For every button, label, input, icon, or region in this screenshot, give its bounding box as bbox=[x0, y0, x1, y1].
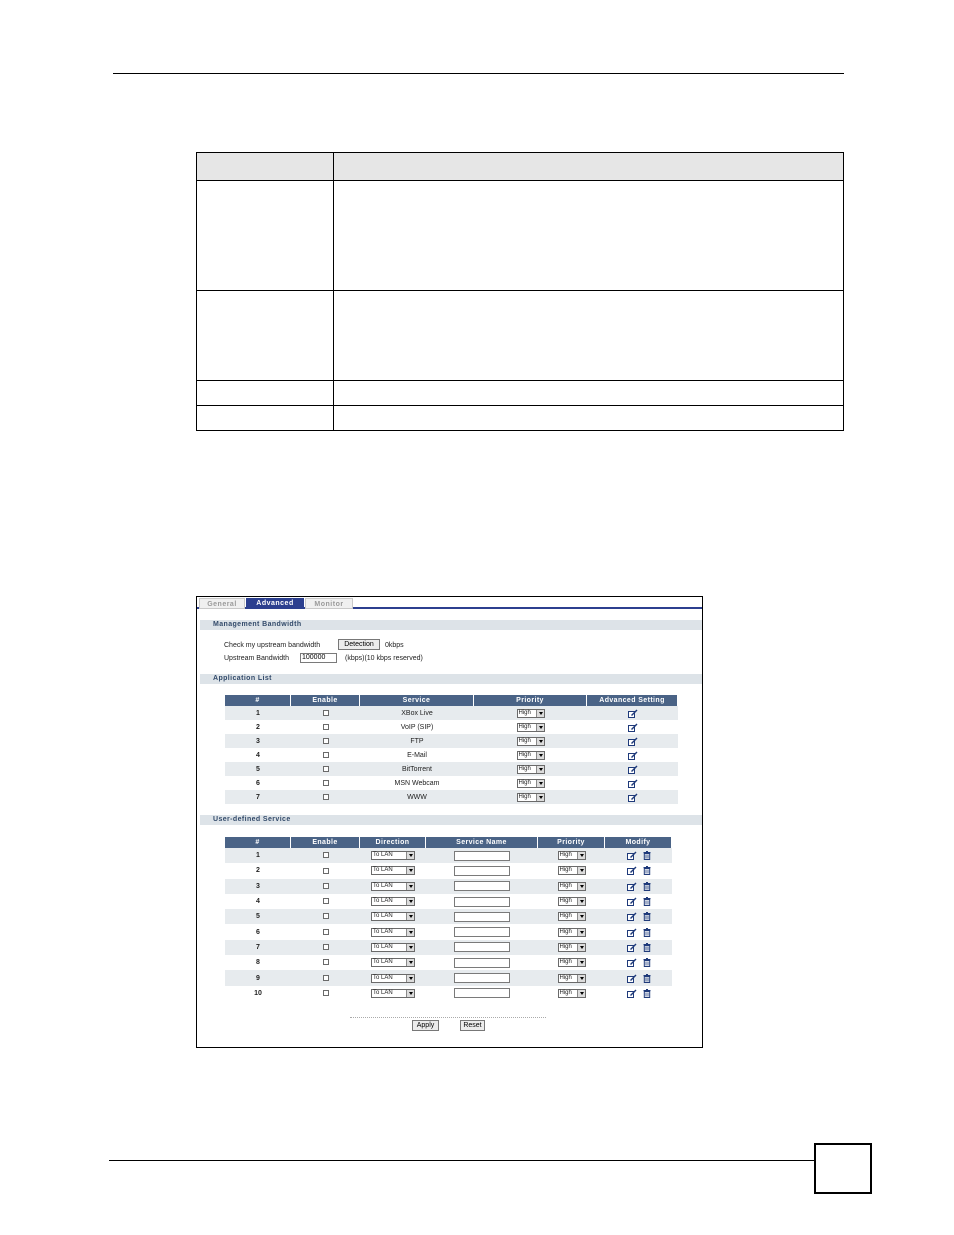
chevron-down-icon[interactable] bbox=[406, 975, 414, 982]
description-table-header bbox=[197, 153, 844, 181]
detection-button[interactable]: Detection bbox=[338, 639, 380, 650]
direction-select[interactable] bbox=[371, 974, 415, 983]
service-name-cell bbox=[426, 909, 538, 924]
enable-cell bbox=[291, 848, 360, 863]
table-row bbox=[225, 734, 678, 748]
priority-select[interactable] bbox=[517, 751, 545, 760]
advanced-setting-cell bbox=[587, 734, 678, 748]
priority-select-value: High bbox=[559, 852, 572, 859]
tab-general[interactable]: General bbox=[199, 598, 245, 609]
enable-cell bbox=[291, 720, 360, 734]
table-row bbox=[225, 986, 672, 1001]
chevron-down-icon[interactable] bbox=[406, 929, 414, 936]
chevron-down-icon[interactable] bbox=[406, 867, 414, 874]
chevron-down-icon[interactable] bbox=[577, 990, 585, 997]
priority-select-value: High bbox=[559, 882, 572, 889]
direction-select-value: To LAN bbox=[373, 928, 393, 935]
priority-select[interactable] bbox=[517, 793, 545, 802]
advanced-setting-cell bbox=[587, 748, 678, 762]
priority-select[interactable] bbox=[517, 723, 545, 732]
direction-select-value: To LAN bbox=[373, 898, 393, 905]
priority-cell bbox=[474, 734, 587, 748]
service-name-cell bbox=[426, 970, 538, 985]
priority-select-value: High bbox=[559, 913, 572, 920]
trash-icon[interactable] bbox=[643, 912, 651, 921]
modify-cell bbox=[605, 986, 672, 1001]
enable-checkbox[interactable] bbox=[323, 868, 329, 874]
chevron-down-icon[interactable] bbox=[536, 794, 544, 801]
priority-select-value: High bbox=[518, 723, 531, 730]
direction-select-value: To LAN bbox=[373, 852, 393, 859]
apply-button[interactable]: Apply bbox=[412, 1020, 439, 1031]
table-row bbox=[225, 909, 672, 924]
priority-select-value: High bbox=[518, 765, 531, 772]
chevron-down-icon[interactable] bbox=[406, 959, 414, 966]
user-defined-service-heading: User-defined Service bbox=[200, 815, 702, 825]
service-name-cell bbox=[426, 955, 538, 970]
edit-icon[interactable] bbox=[627, 928, 637, 937]
service-name: E-Mail bbox=[360, 748, 474, 762]
service-name-input[interactable] bbox=[454, 851, 510, 861]
row-number: 4 bbox=[225, 748, 291, 762]
column-header: Priority bbox=[474, 695, 587, 706]
table-row bbox=[225, 894, 672, 909]
priority-cell bbox=[538, 940, 605, 955]
column-header: Direction bbox=[360, 837, 426, 848]
management-bandwidth-heading: Management Bandwidth bbox=[200, 620, 702, 630]
service-name-input[interactable] bbox=[454, 958, 510, 968]
edit-icon[interactable] bbox=[627, 974, 637, 983]
row-number: 10 bbox=[225, 986, 291, 1001]
service-name-cell bbox=[426, 848, 538, 863]
edit-icon[interactable] bbox=[628, 709, 638, 718]
direction-cell bbox=[360, 924, 426, 939]
direction-select-value: To LAN bbox=[373, 959, 393, 966]
priority-select[interactable] bbox=[558, 897, 586, 906]
page-number-box bbox=[814, 1143, 872, 1194]
service-name-input[interactable] bbox=[454, 897, 510, 907]
row-number: 4 bbox=[225, 894, 291, 909]
service-name-input[interactable] bbox=[454, 988, 510, 998]
direction-select[interactable] bbox=[371, 882, 415, 891]
enable-checkbox[interactable] bbox=[323, 766, 329, 772]
service-name: XBox Live bbox=[360, 706, 474, 720]
enable-cell bbox=[291, 955, 360, 970]
enable-checkbox[interactable] bbox=[323, 710, 329, 716]
enable-cell bbox=[291, 924, 360, 939]
enable-cell bbox=[291, 790, 360, 804]
priority-cell bbox=[474, 776, 587, 790]
priority-select-value: High bbox=[559, 898, 572, 905]
table-row bbox=[225, 706, 678, 720]
enable-cell bbox=[291, 879, 360, 894]
table-row bbox=[225, 776, 678, 790]
chevron-down-icon[interactable] bbox=[536, 780, 544, 787]
enable-checkbox[interactable] bbox=[323, 990, 329, 996]
reset-button[interactable]: Reset bbox=[460, 1020, 485, 1031]
chevron-down-icon[interactable] bbox=[406, 898, 414, 905]
edit-icon[interactable] bbox=[627, 943, 637, 952]
priority-cell bbox=[538, 909, 605, 924]
chevron-down-icon[interactable] bbox=[406, 883, 414, 890]
enable-checkbox[interactable] bbox=[323, 794, 329, 800]
enable-cell bbox=[291, 863, 360, 878]
trash-icon[interactable] bbox=[643, 974, 651, 983]
enable-cell bbox=[291, 748, 360, 762]
modify-cell bbox=[605, 924, 672, 939]
tab-bar bbox=[197, 597, 702, 609]
priority-cell bbox=[474, 748, 587, 762]
priority-select-value: High bbox=[559, 928, 572, 935]
column-header: Service Name bbox=[426, 837, 538, 848]
column-header: Advanced Setting bbox=[587, 695, 678, 706]
edit-icon[interactable] bbox=[627, 912, 637, 921]
priority-select-value: High bbox=[559, 959, 572, 966]
enable-cell bbox=[291, 706, 360, 720]
modify-cell bbox=[605, 909, 672, 924]
priority-select[interactable] bbox=[558, 912, 586, 921]
enable-cell bbox=[291, 986, 360, 1001]
service-name-input[interactable] bbox=[454, 973, 510, 983]
direction-select[interactable] bbox=[371, 912, 415, 921]
priority-cell bbox=[538, 863, 605, 878]
column-header: # bbox=[225, 695, 291, 706]
chevron-down-icon[interactable] bbox=[536, 752, 544, 759]
chevron-down-icon[interactable] bbox=[536, 738, 544, 745]
application-list-heading: Application List bbox=[200, 674, 702, 684]
service-name-input[interactable] bbox=[454, 912, 510, 922]
row-number: 2 bbox=[225, 863, 291, 878]
direction-cell bbox=[360, 909, 426, 924]
description-table-row bbox=[197, 406, 844, 431]
column-header: Service bbox=[360, 695, 474, 706]
direction-cell bbox=[360, 879, 426, 894]
direction-select-value: To LAN bbox=[373, 913, 393, 920]
priority-cell bbox=[474, 762, 587, 776]
direction-select-value: To LAN bbox=[373, 974, 393, 981]
edit-icon[interactable] bbox=[627, 866, 637, 875]
table-row bbox=[225, 924, 672, 939]
service-name-input[interactable] bbox=[454, 881, 510, 891]
modify-cell bbox=[605, 970, 672, 985]
row-number: 9 bbox=[225, 970, 291, 985]
enable-checkbox[interactable] bbox=[323, 780, 329, 786]
row-number: 3 bbox=[225, 879, 291, 894]
edit-icon[interactable] bbox=[627, 958, 637, 967]
header-rule bbox=[113, 73, 844, 74]
trash-icon[interactable] bbox=[643, 897, 651, 906]
table-row bbox=[225, 863, 672, 878]
priority-select[interactable] bbox=[558, 974, 586, 983]
description-table-row bbox=[197, 381, 844, 406]
tab-advanced[interactable]: Advanced bbox=[246, 598, 304, 609]
modify-cell bbox=[605, 940, 672, 955]
edit-icon[interactable] bbox=[628, 779, 638, 788]
priority-select[interactable] bbox=[558, 866, 586, 875]
priority-select-value: High bbox=[559, 989, 572, 996]
direction-select[interactable] bbox=[371, 851, 415, 860]
advanced-setting-cell bbox=[587, 762, 678, 776]
edit-icon[interactable] bbox=[627, 882, 637, 891]
table-row bbox=[225, 879, 672, 894]
priority-select[interactable] bbox=[558, 928, 586, 937]
priority-cell bbox=[538, 970, 605, 985]
advanced-setting-cell bbox=[587, 706, 678, 720]
direction-cell bbox=[360, 894, 426, 909]
direction-select[interactable] bbox=[371, 897, 415, 906]
chevron-down-icon[interactable] bbox=[577, 959, 585, 966]
chevron-down-icon[interactable] bbox=[577, 929, 585, 936]
bandwidth-management-screen bbox=[196, 596, 703, 1048]
enable-checkbox[interactable] bbox=[323, 724, 329, 730]
priority-select[interactable] bbox=[517, 737, 545, 746]
enable-checkbox[interactable] bbox=[323, 738, 329, 744]
table-row bbox=[225, 955, 672, 970]
chevron-down-icon[interactable] bbox=[536, 766, 544, 773]
edit-icon[interactable] bbox=[628, 723, 638, 732]
edit-icon[interactable] bbox=[627, 851, 637, 860]
detected-bandwidth-value: 0kbps bbox=[385, 642, 404, 649]
row-number: 1 bbox=[225, 848, 291, 863]
enable-checkbox[interactable] bbox=[323, 913, 329, 919]
priority-select[interactable] bbox=[558, 958, 586, 967]
enable-checkbox[interactable] bbox=[323, 944, 329, 950]
priority-select-value: High bbox=[518, 751, 531, 758]
direction-select-value: To LAN bbox=[373, 882, 393, 889]
service-name-input[interactable] bbox=[454, 942, 510, 952]
tab-monitor[interactable]: Monitor bbox=[305, 598, 353, 609]
priority-select-value: High bbox=[518, 793, 531, 800]
advanced-setting-cell bbox=[587, 790, 678, 804]
edit-icon[interactable] bbox=[627, 989, 637, 998]
modify-cell bbox=[605, 879, 672, 894]
upstream-bandwidth-suffix: (kbps)(10 kbps reserved) bbox=[345, 655, 423, 662]
priority-select-value: High bbox=[559, 943, 572, 950]
chevron-down-icon[interactable] bbox=[406, 852, 414, 859]
direction-select[interactable] bbox=[371, 989, 415, 998]
direction-select[interactable] bbox=[371, 866, 415, 875]
service-name-cell bbox=[426, 879, 538, 894]
priority-cell bbox=[538, 848, 605, 863]
chevron-down-icon[interactable] bbox=[577, 898, 585, 905]
service-name: VoIP (SIP) bbox=[360, 720, 474, 734]
priority-select-value: High bbox=[559, 974, 572, 981]
table-row bbox=[225, 748, 678, 762]
row-number: 5 bbox=[225, 762, 291, 776]
row-number: 2 bbox=[225, 720, 291, 734]
table-row bbox=[225, 970, 672, 985]
enable-checkbox[interactable] bbox=[323, 898, 329, 904]
row-number: 7 bbox=[225, 940, 291, 955]
enable-cell bbox=[291, 894, 360, 909]
column-header: # bbox=[225, 837, 291, 848]
modify-cell bbox=[605, 955, 672, 970]
direction-cell bbox=[360, 986, 426, 1001]
priority-select[interactable] bbox=[517, 779, 545, 788]
trash-icon[interactable] bbox=[643, 958, 651, 967]
chevron-down-icon[interactable] bbox=[577, 975, 585, 982]
trash-icon[interactable] bbox=[643, 989, 651, 998]
edit-icon[interactable] bbox=[628, 793, 638, 802]
priority-cell bbox=[538, 955, 605, 970]
priority-select[interactable] bbox=[517, 765, 545, 774]
trash-icon[interactable] bbox=[643, 928, 651, 937]
description-table-row bbox=[197, 291, 844, 381]
priority-cell bbox=[474, 720, 587, 734]
direction-select-value: To LAN bbox=[373, 943, 393, 950]
row-number: 6 bbox=[225, 776, 291, 790]
table-row bbox=[225, 762, 678, 776]
edit-icon[interactable] bbox=[628, 737, 638, 746]
advanced-setting-cell bbox=[587, 720, 678, 734]
direction-cell bbox=[360, 940, 426, 955]
direction-select-value: To LAN bbox=[373, 989, 393, 996]
enable-cell bbox=[291, 909, 360, 924]
chevron-down-icon[interactable] bbox=[577, 944, 585, 951]
description-table-row bbox=[197, 181, 844, 291]
column-header: Enable bbox=[291, 837, 360, 848]
service-name: WWW bbox=[360, 790, 474, 804]
priority-cell bbox=[538, 894, 605, 909]
priority-select-value: High bbox=[518, 709, 531, 716]
user-defined-service-table bbox=[225, 837, 672, 1001]
description-table bbox=[196, 152, 844, 431]
service-name-input[interactable] bbox=[454, 927, 510, 937]
enable-cell bbox=[291, 762, 360, 776]
service-name: MSN Webcam bbox=[360, 776, 474, 790]
enable-checkbox[interactable] bbox=[323, 852, 329, 858]
service-name-cell bbox=[426, 986, 538, 1001]
priority-select-value: High bbox=[559, 867, 572, 874]
priority-cell bbox=[474, 790, 587, 804]
direction-select[interactable] bbox=[371, 928, 415, 937]
table-row bbox=[225, 790, 678, 804]
table-row bbox=[225, 720, 678, 734]
modify-cell bbox=[605, 848, 672, 863]
trash-icon[interactable] bbox=[643, 943, 651, 952]
row-number: 6 bbox=[225, 924, 291, 939]
row-number: 3 bbox=[225, 734, 291, 748]
priority-cell bbox=[474, 706, 587, 720]
modify-cell bbox=[605, 863, 672, 878]
enable-checkbox[interactable] bbox=[323, 975, 329, 981]
chevron-down-icon[interactable] bbox=[577, 852, 585, 859]
direction-cell bbox=[360, 863, 426, 878]
table-row bbox=[225, 848, 672, 863]
enable-checkbox[interactable] bbox=[323, 752, 329, 758]
priority-select[interactable] bbox=[517, 709, 545, 718]
priority-select-value: High bbox=[518, 779, 531, 786]
direction-select[interactable] bbox=[371, 958, 415, 967]
trash-icon[interactable] bbox=[643, 866, 651, 875]
check-upstream-label: Check my upstream bandwidth bbox=[224, 642, 321, 649]
direction-cell bbox=[360, 955, 426, 970]
chevron-down-icon[interactable] bbox=[406, 944, 414, 951]
priority-cell bbox=[538, 879, 605, 894]
direction-select[interactable] bbox=[371, 943, 415, 952]
upstream-bandwidth-label: Upstream Bandwidth bbox=[224, 655, 289, 662]
trash-icon[interactable] bbox=[643, 882, 651, 891]
direction-cell bbox=[360, 848, 426, 863]
trash-icon[interactable] bbox=[643, 851, 651, 860]
row-number: 5 bbox=[225, 909, 291, 924]
row-number: 8 bbox=[225, 955, 291, 970]
service-name-cell bbox=[426, 894, 538, 909]
enable-cell bbox=[291, 940, 360, 955]
edit-icon[interactable] bbox=[628, 751, 638, 760]
footer-rule bbox=[109, 1160, 816, 1161]
service-name: BitTorrent bbox=[360, 762, 474, 776]
direction-select-value: To LAN bbox=[373, 867, 393, 874]
chevron-down-icon[interactable] bbox=[536, 710, 544, 717]
priority-select-value: High bbox=[518, 737, 531, 744]
chevron-down-icon[interactable] bbox=[536, 724, 544, 731]
service-name-cell bbox=[426, 940, 538, 955]
priority-select[interactable] bbox=[558, 882, 586, 891]
edit-icon[interactable] bbox=[628, 765, 638, 774]
service-name-cell bbox=[426, 863, 538, 878]
edit-icon[interactable] bbox=[627, 897, 637, 906]
enable-checkbox[interactable] bbox=[323, 883, 329, 889]
chevron-down-icon[interactable] bbox=[406, 990, 414, 997]
priority-select[interactable] bbox=[558, 851, 586, 860]
enable-cell bbox=[291, 734, 360, 748]
upstream-bandwidth-input[interactable]: 100000 bbox=[300, 653, 337, 663]
service-name-cell bbox=[426, 924, 538, 939]
enable-cell bbox=[291, 970, 360, 985]
row-number: 1 bbox=[225, 706, 291, 720]
priority-cell bbox=[538, 924, 605, 939]
column-header: Modify bbox=[605, 837, 672, 848]
actions-divider bbox=[350, 1017, 546, 1018]
priority-select[interactable] bbox=[558, 989, 586, 998]
chevron-down-icon[interactable] bbox=[577, 867, 585, 874]
direction-cell bbox=[360, 970, 426, 985]
service-name-input[interactable] bbox=[454, 866, 510, 876]
service-name: FTP bbox=[360, 734, 474, 748]
table-row bbox=[225, 940, 672, 955]
enable-cell bbox=[291, 776, 360, 790]
modify-cell bbox=[605, 894, 672, 909]
chevron-down-icon[interactable] bbox=[577, 913, 585, 920]
column-header: Priority bbox=[538, 837, 605, 848]
priority-select[interactable] bbox=[558, 943, 586, 952]
application-list-table bbox=[225, 695, 678, 804]
row-number: 7 bbox=[225, 790, 291, 804]
enable-checkbox[interactable] bbox=[323, 929, 329, 935]
chevron-down-icon[interactable] bbox=[577, 883, 585, 890]
priority-cell bbox=[538, 986, 605, 1001]
column-header: Enable bbox=[291, 695, 360, 706]
advanced-setting-cell bbox=[587, 776, 678, 790]
chevron-down-icon[interactable] bbox=[406, 913, 414, 920]
enable-checkbox[interactable] bbox=[323, 959, 329, 965]
